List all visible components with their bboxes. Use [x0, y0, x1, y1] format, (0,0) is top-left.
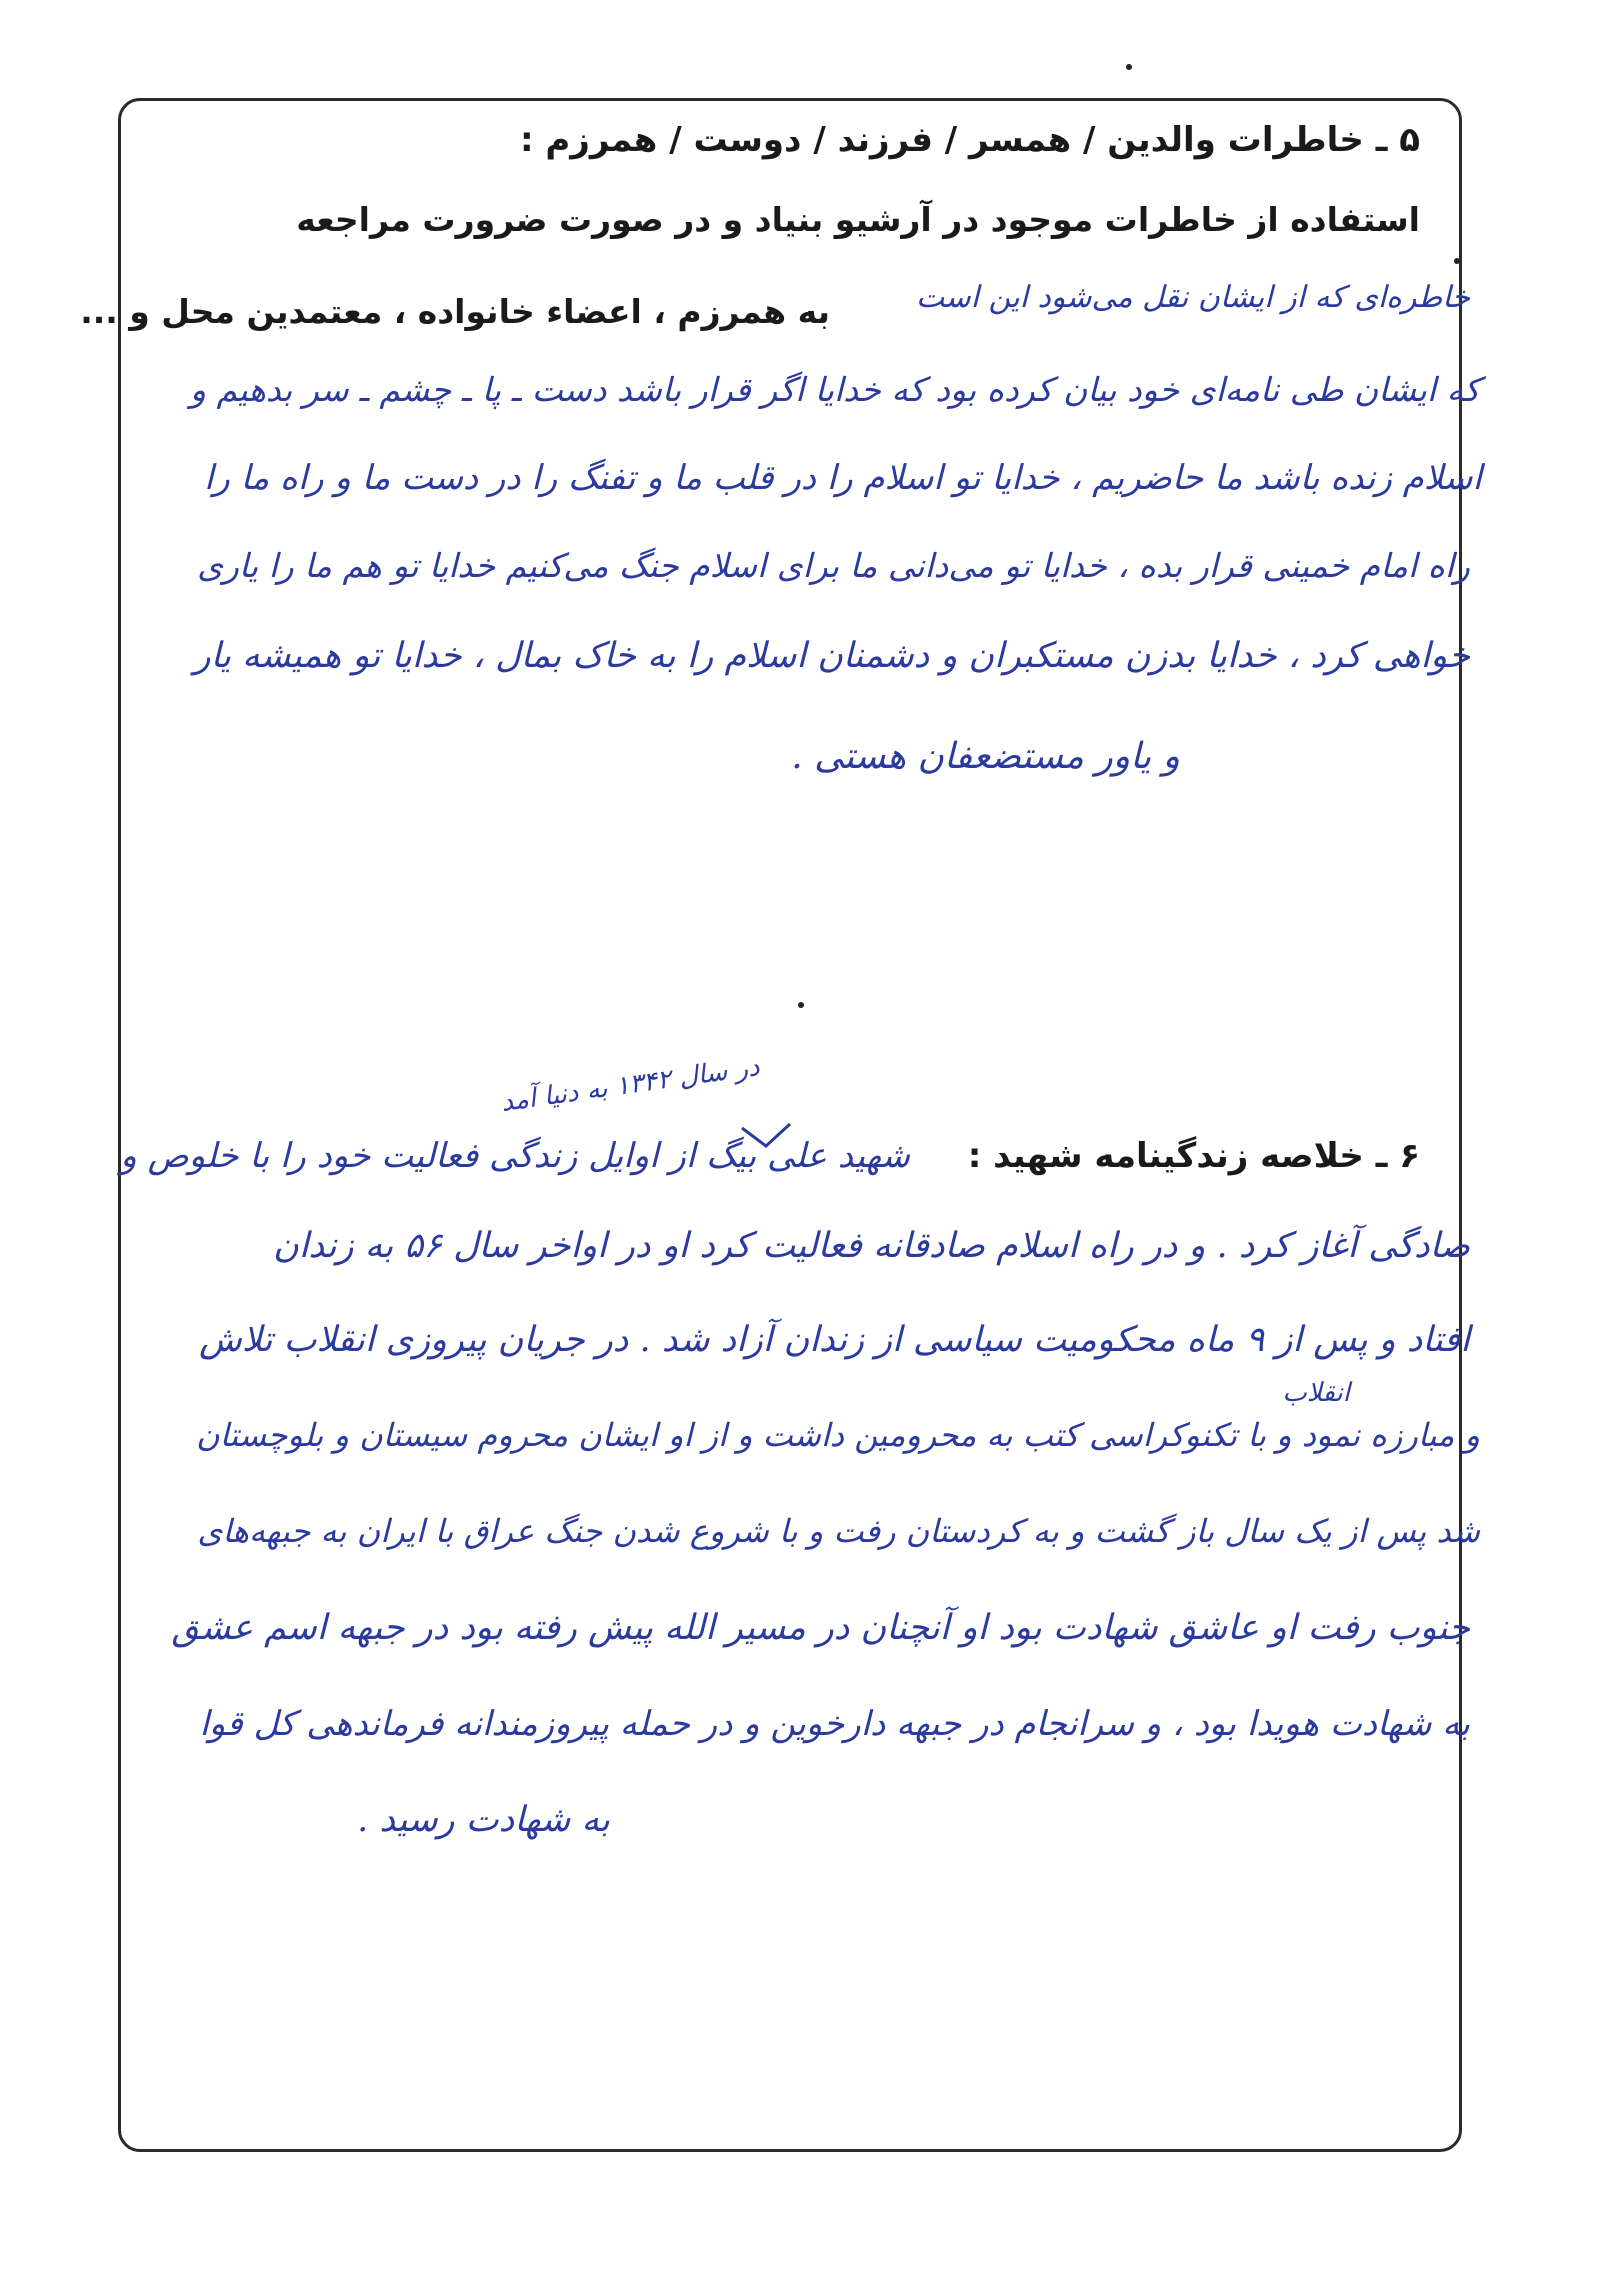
- center-mark: [798, 1002, 804, 1008]
- section6-handwriting-line4: شد پس از یک سال باز گشت و به کردستان رفت و با شروع شدن جنگ عراق با ایران به جبهه‌های: [197, 1512, 1480, 1550]
- section6-handwriting-line5: جنوب رفت او عاشق شهادت بود او آنچنان در مسیر الله پیش رفته بود در جبهه اسم عشق: [171, 1608, 1470, 1648]
- section6-handwriting-line6: به شهادت هویدا بود ، و سرانجام در جبهه دارخوین و در حمله پیروزمندانه فرماندهی کل قوا: [199, 1704, 1470, 1744]
- section6-handwriting-line7: به شهادت رسید .: [357, 1800, 610, 1840]
- margin-mark: [1454, 258, 1460, 264]
- section5-handwriting-line3: راه امام خمینی قرار بده ، خدایا تو می‌دانی ما برای اسلام جنگ می‌کنیم خدایا تو هم ما را یاری: [197, 546, 1470, 585]
- section5-handwriting-line1: که ایشان طی نامه‌ای خود بیان کرده بود که خدایا اگر قرار باشد دست ـ پا ـ چشم ـ سر بدهیم و: [190, 370, 1480, 409]
- section5-handwriting-line0: خاطره‌ای که از ایشان نقل می‌شود این است: [916, 280, 1470, 315]
- section6-handwriting-line3: و مبارزه نمود و با تکنوکراسی کتب به محرومین داشت و از او ایشان محروم سیستان و بلوچستان: [196, 1416, 1480, 1454]
- section6-heading: ۶ ـ خلاصه زندگینامه شهید :: [967, 1136, 1420, 1176]
- section5-handwriting-line5: و یاور مستضعفان هستی .: [791, 736, 1180, 777]
- section5-handwriting-line2: اسلام زنده باشد ما حاضریم ، خدایا تو اسلام را در قلب ما و تفنگ را در دست ما و راه ما را: [203, 458, 1482, 498]
- section5-instruction-line2: به همرزم ، اعضاء خانواده ، معتمدین محل و ...: [80, 292, 830, 331]
- section5-instruction-line1: استفاده از خاطرات موجود در آرشیو بنیاد و در صورت ضرورت مراجعه: [296, 200, 1420, 239]
- section6-insert-side: انقلاب: [1282, 1378, 1350, 1408]
- section6-insert-above: در سال ۱۳۴۲ به دنیا آمد: [498, 1052, 761, 1118]
- section5-heading: ۵ ـ خاطرات والدین / همسر / فرزند / دوست / همرزم :: [519, 120, 1420, 160]
- section6-handwriting-line0: شهید علی بیگ از اوایل زندگی فعالیت خود را با خلوص و: [120, 1136, 910, 1176]
- section6-handwriting-line2: افتاد و پس از ۹ ماه محکومیت سیاسی از زندان آزاد شد . در جریان پیروزی انقلاب تلاش: [199, 1320, 1470, 1360]
- section6-handwriting-line1: صادگی آغاز کرد . و در راه اسلام صادقانه فعالیت کرد او در اواخر سال ۵۶ به زندان: [273, 1226, 1470, 1266]
- section5-handwriting-line4: خواهی کرد ، خدایا بدزن مستکبران و دشمنان اسلام را به خاک بمال ، خدایا تو همیشه یار: [193, 636, 1470, 676]
- top-mark: [1126, 64, 1132, 70]
